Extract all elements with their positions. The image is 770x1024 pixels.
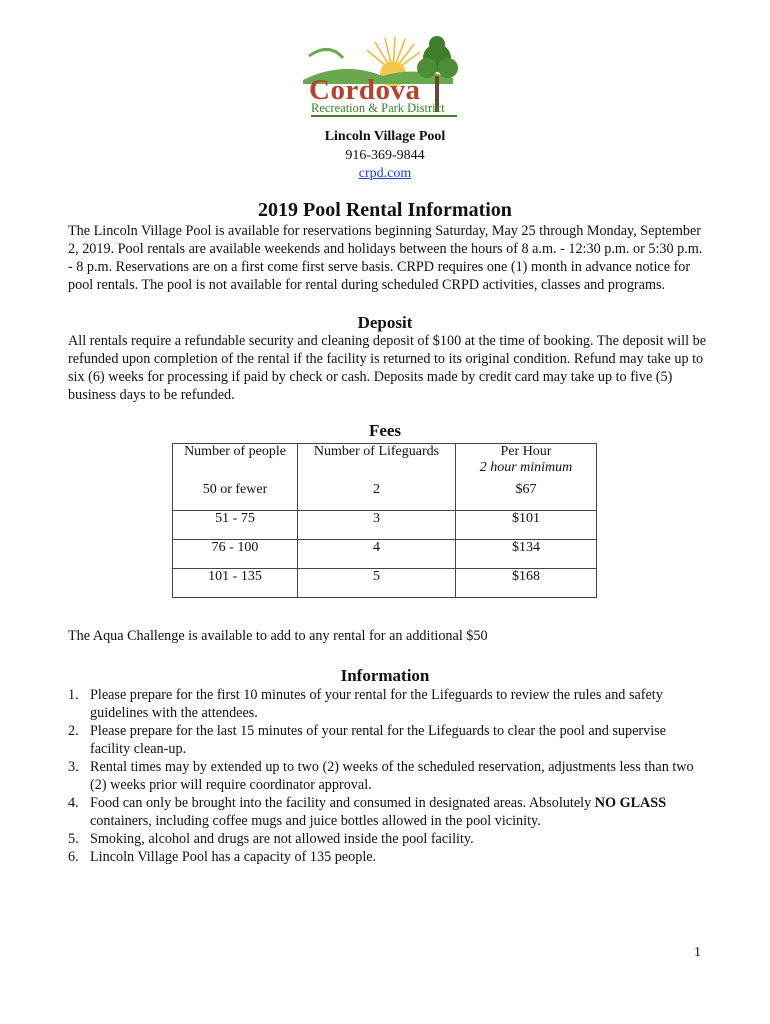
minimum-note: 2 hour minimum [479,460,573,475]
information-list [68,686,708,866]
list-item [68,848,708,866]
page-number: 1 [694,945,701,960]
list-text: Please prepare for the first 10 minutes of your rental for the Lifeguards to review the rules and safety guidelines with the attendees. [90,687,663,721]
deposit-paragraph: All rentals require a refundable security and cleaning deposit of $100 at the time of booking. The deposit will be refunded upon completion of the rental if the facility is returned to its original condition. Refund may take up to six (6) weeks for processing if paid by check or cash. Deposits made by credit card may take up to five (5) business days to be refunded. [68,333,706,403]
people-cell: 50 or fewer [173,482,298,511]
rate-cell: $101 [456,510,597,539]
logo-subtitle: Recreation & Park District [311,101,445,115]
no-glass-emphasis: NO GLASS [594,795,667,811]
rate-cell: $67 [456,482,597,511]
list-number: 1. [68,687,79,703]
rate-cell: $168 [456,568,597,597]
list-text-pre: Food can only be brought into the facility and consumed in designated areas. Absolutely [90,795,595,811]
lifeguards-cell: 4 [298,539,456,568]
list-number: 6. [68,849,79,865]
list-item [68,794,708,830]
table-row [173,539,597,568]
table-row [173,568,597,597]
people-cell: 101 - 135 [173,568,298,597]
facility-name: Lincoln Village Pool [324,129,446,144]
aqua-challenge-note: The Aqua Challenge is available to add to any rental for an additional $50 [68,628,488,644]
intro-paragraph: The Lincoln Village Pool is available for reservations beginning Saturday, May 25 through Monday, September 2, 2019. Pool rentals are available weekends and holidays between the hours of 8 a.m. - 12:30 p.m. or 5:30 p.m. - 8 p.m. Reservations are on a first come first serve basis. CRPD requires one (1) month in advance notice for pool rentals. The pool is not available for rental during scheduled CRPD activities, classes and programs. [68,223,703,293]
fees-table [172,443,597,598]
list-text: Lincoln Village Pool has a capacity of 135 people. [90,849,377,865]
facility-phone: 916-369-9844 [345,148,425,163]
list-text: Please prepare for the last 15 minutes of your rental for the Lifeguards to clear the pool and supervise facility clean-up. [90,723,666,757]
column-header: Number of people [173,444,298,482]
list-item [68,758,708,794]
logo-wordmark: Cordova [309,74,421,106]
information-heading: Information [340,666,430,685]
fees-header-row [173,444,597,482]
deposit-heading: Deposit [357,313,413,332]
logo-underline [311,115,457,117]
list-number: 5. [68,831,79,847]
people-cell: 76 - 100 [173,539,298,568]
table-row [173,510,597,539]
rate-cell: $134 [456,539,597,568]
list-number: 4. [68,795,79,811]
list-number: 2. [68,723,79,739]
page-title: 2019 Pool Rental Information [258,199,512,221]
lifeguards-cell: 3 [298,510,456,539]
list-item [68,686,708,722]
lifeguards-cell: 5 [298,568,456,597]
people-cell: 51 - 75 [173,510,298,539]
per-hour-label: Per Hour [500,444,552,459]
table-row [173,482,597,511]
column-header: Number of Lifeguards [298,444,456,482]
website-link[interactable]: crpd.com [358,166,412,181]
list-item [68,830,708,848]
list-item [68,722,708,758]
lifeguards-cell: 2 [298,482,456,511]
cordova-logo [303,36,463,120]
list-text: Rental times may by extended up to two (2) weeks of the scheduled reservation, adjustments less than two (2) weeks prior will require coordinator approval. [90,759,694,793]
list-text: Smoking, alcohol and drugs are not allowed inside the pool facility. [90,831,474,847]
fees-heading: Fees [368,421,402,440]
list-text-post: containers, including coffee mugs and juice bottles allowed in the pool vicinity. [90,813,541,829]
column-header-per-hour [456,444,597,482]
list-number: 3. [68,759,79,775]
